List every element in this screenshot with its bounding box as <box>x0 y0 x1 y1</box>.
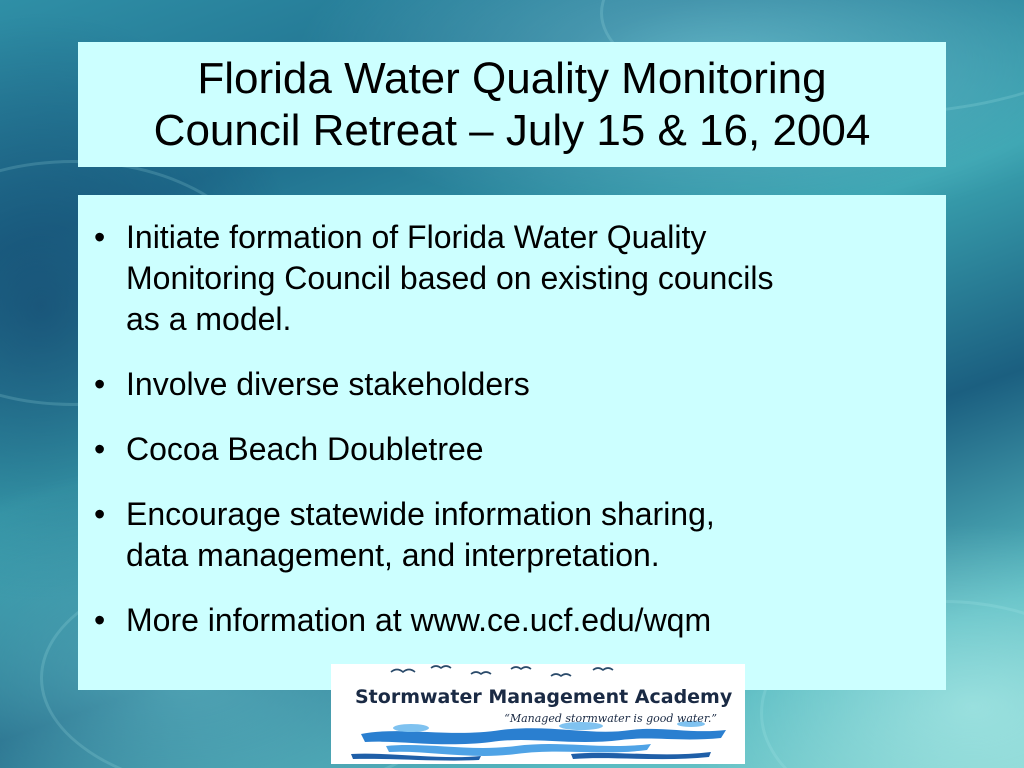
bullet-line: data management, and interpretation. <box>126 537 660 573</box>
bullet-item <box>88 600 936 641</box>
bullet-line: Cocoa Beach Doubletree <box>126 431 484 467</box>
slide-title-panel <box>78 42 946 167</box>
bullet-line: Monitoring Council based on existing councils <box>126 260 774 296</box>
bullet-line: Involve diverse stakeholders <box>126 366 530 402</box>
bullet-line: Initiate formation of Florida Water Quality <box>126 219 707 255</box>
bullet-line: More information at www.ce.ucf.edu/wqm <box>126 602 712 638</box>
bullet-item <box>88 217 936 340</box>
slide-title-line-2: Council Retreat – July 15 & 16, 2004 <box>153 105 871 155</box>
bullet-dot-icon: • <box>94 366 106 402</box>
bullet-line: as a model. <box>126 301 292 337</box>
bullet-line: Encourage statewide information sharing, <box>126 496 715 532</box>
bullet-list <box>88 217 936 641</box>
slide-body-panel <box>78 195 946 690</box>
logo-title: Stormwater Management Academy <box>355 686 733 708</box>
stormwater-academy-logo <box>331 664 745 764</box>
bullet-item <box>88 429 936 470</box>
bullet-dot-icon: • <box>94 602 106 638</box>
slide-title-line-1: Florida Water Quality Monitoring <box>197 53 827 103</box>
logo-tagline: “Managed stormwater is good water.” <box>504 712 717 725</box>
bullet-dot-icon: • <box>94 496 106 532</box>
bullet-dot-icon: • <box>94 219 106 255</box>
bullet-item <box>88 494 936 576</box>
bullet-item <box>88 364 936 405</box>
bullet-dot-icon: • <box>94 431 106 467</box>
